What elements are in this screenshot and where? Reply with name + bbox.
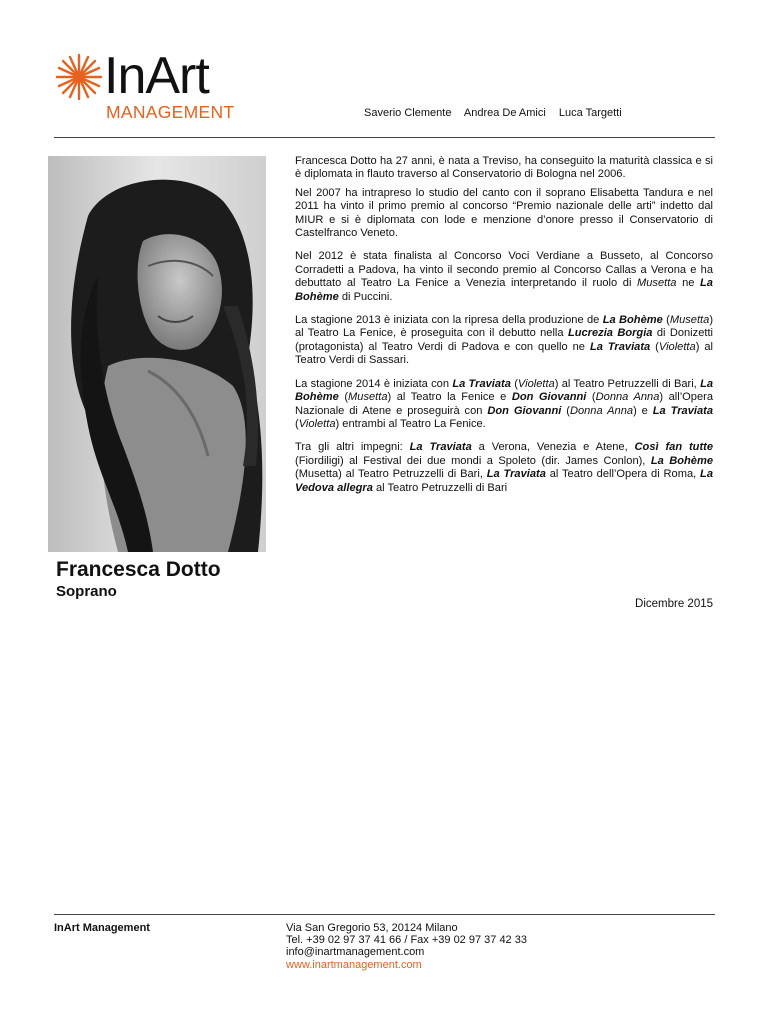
bio-emphasis: Musetta [637, 277, 677, 290]
bio-text: al Teatro dell’Opera di Roma, [545, 468, 701, 481]
bio-emphasis: Don Giovanni [487, 404, 562, 417]
bio-paragraph [295, 378, 713, 432]
document-date: Dicembre 2015 [635, 598, 713, 610]
bio-emphasis: Violetta [517, 377, 555, 390]
bio-emphasis: Don Giovanni [511, 391, 587, 404]
footer-divider [54, 914, 715, 915]
bio-text: La stagione 2014 è iniziata con [295, 377, 453, 390]
bio-text: ( [338, 391, 349, 404]
bio-emphasis: La Vedova allegra [295, 468, 713, 494]
bio-text: ) al Teatro Verdi di Sassari. [295, 340, 713, 367]
bio-text: a Verona, Venezia e Atene, [471, 441, 635, 454]
bio-paragraph [295, 250, 713, 304]
bio-text: ) al Teatro la Fenice e [387, 391, 512, 404]
partners-list [364, 106, 632, 120]
bio-text: ) al Teatro Petruzzelli di Bari, [554, 377, 701, 390]
bio-text: Tra gli altri impegni: [295, 441, 410, 454]
bio-emphasis: La Bohème [650, 454, 713, 467]
logo-wordmark: InArt [104, 47, 209, 105]
bio-text: ) e [633, 404, 653, 417]
inart-logo [54, 47, 264, 126]
bio-text: (Musetta) al Teatro Petruzzelli di Bari, [295, 468, 487, 481]
bio-text: di Donizetti (protagonista) al Teatro Verdi di Padova e con quello ne [295, 327, 713, 353]
bio-emphasis: Musetta [669, 314, 710, 327]
bio-emphasis: Donna Anna [569, 404, 634, 417]
bio-emphasis: Violetta [658, 340, 696, 353]
bio-text: ( [510, 377, 518, 390]
bio-paragraph [295, 187, 713, 241]
footer-phone: Tel. +39 02 97 37 41 66 / Fax +39 02 97 37 42 33 [286, 934, 527, 947]
bio-emphasis: La Traviata [452, 377, 511, 390]
partner-name: Andrea De Amici [463, 107, 546, 119]
artist-portrait [48, 156, 266, 552]
bio-paragraph [295, 155, 713, 182]
bio-text: ( [662, 314, 670, 327]
bio-text: Nel 2007 ha intrapreso lo studio del canto con il soprano Elisabetta Tandura e nel 2011 ha vinto il primo premio al concorso “Premio nazionale delle arti” indetto dal MIUR e si è diplomata con lode e menzione d’onore presso il Conservatorio di Castelfranco Veneto. [295, 186, 713, 240]
bio-emphasis: Così fan tutte [634, 441, 713, 454]
footer-address: Via San Gregorio 53, 20124 Milano [286, 922, 458, 934]
bio-paragraph [295, 441, 713, 495]
bio-emphasis: Violetta [298, 417, 336, 430]
star-burst-icon [54, 52, 104, 102]
bio-emphasis: La Bohème [295, 377, 714, 404]
bio-emphasis: La Traviata [409, 441, 472, 454]
bio-text: ( [295, 417, 299, 430]
bio-text: di Puccini. [338, 290, 393, 303]
bio-emphasis: La Traviata [486, 468, 546, 481]
bio-emphasis: Donna Anna [595, 391, 660, 404]
footer-company: InArt Management [54, 922, 150, 934]
bio-text: Nel 2012 è stata finalista al Concorso Voci Verdiane a Busseto, al Concorso Corradetti a Padova, ha vinto il secondo premio al Concorso Callas a Verona e ha debuttato al Teatro La Fenice a Venezia interpretando il ruolo di [295, 250, 713, 290]
footer-email[interactable]: info@inartmanagement.com [286, 946, 425, 959]
bio-emphasis: La Traviata [652, 404, 713, 417]
bio-emphasis: La Bohème [602, 314, 663, 327]
partner-name: Luca Targetti [558, 107, 622, 119]
bio-emphasis: Lucrezia Borgia [567, 327, 653, 340]
header-divider [54, 137, 715, 138]
partner-name: Saverio Clemente [364, 107, 452, 119]
artist-name: Francesca Dotto [56, 558, 221, 581]
artist-role: Soprano [56, 583, 117, 600]
bio-emphasis: Musetta [348, 391, 388, 404]
footer-contact [286, 922, 527, 971]
bio-text: al Teatro Petruzzelli di Bari [372, 481, 508, 494]
bio-paragraph [295, 314, 713, 368]
bio-text: ( [561, 404, 570, 417]
bio-text: ) all’Opera Nazionale di Atene e proseguirà con [295, 391, 714, 417]
bio-text: ( [650, 340, 659, 353]
bio-emphasis: La Bohème [295, 277, 713, 303]
bio-text: ne [676, 277, 701, 290]
logo-subword: MANAGEMENT [106, 102, 235, 122]
footer-website-link[interactable]: www.inartmanagement.com [286, 958, 422, 971]
biography [295, 155, 713, 505]
bio-text: La stagione 2013 è iniziata con la ripresa della produzione de [295, 314, 603, 327]
bio-text: ) al Teatro La Fenice, è proseguita con il debutto nella [295, 314, 714, 340]
bio-text: ( [586, 391, 596, 404]
bio-text: Francesca Dotto ha 27 anni, è nata a Treviso, ha conseguito la maturità classica e si è diplomata in flauto traverso al Conservatorio di Bologna nel 2006. [295, 155, 713, 181]
bio-text: (Fiordiligi) al Festival dei due mondi a Spoleto (dir. James Conlon), [295, 454, 651, 467]
bio-text: ) entrambi al Teatro La Fenice. [335, 417, 486, 430]
bio-emphasis: La Traviata [589, 340, 651, 353]
